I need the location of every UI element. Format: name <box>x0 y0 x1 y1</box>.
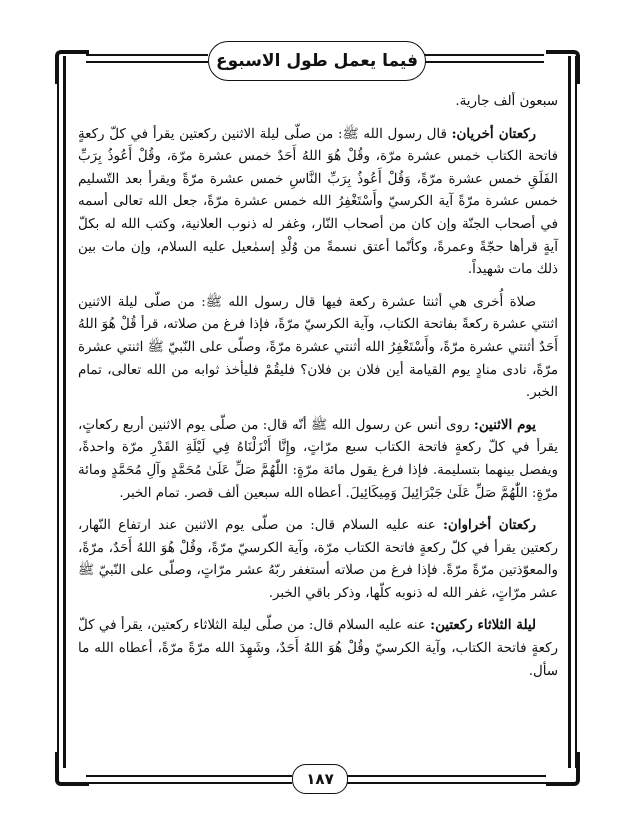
paragraph-heading: ركعتان أخريان: <box>451 125 536 142</box>
page-number-badge <box>292 764 348 794</box>
paragraph-text: عنه عليه السلام قال: من صلّى ليلة الثلاثاء ركعتين، يقرأ في كلّ ركعةٍ فاتحة الكتاب، وآية الكرسيّ وقُلْ هُوَ اللهُ أَحَدٌ، وشَهِدَ الله مرّةً مرّةً، أعطاه الله ما سأل. <box>78 618 558 679</box>
paragraph <box>78 90 558 114</box>
paragraph-text: عنه عليه السلام قال: من صلّى يوم الاثنين عند ارتفاع النّهار، ركعتين يقرأ في كلّ ركعةٍ فاتحة الكتاب مرّة، وآية الكرسيّ مرّةً، وقُلْ هُوَ اللهُ أَحَدٌ، مرّةً، والمعوّذتين مرّةً مرّةً. فإذا فرغ من صلاته أستغفر ربّهُ عشر مرّاتٍ، وصلّى على النّبيّ ﷺ عشر مرّاتٍ، غفر الله له ذنوبه كلّها، وذكر باقي الخبر. <box>78 518 558 601</box>
frame-top-rule-right <box>424 54 544 63</box>
paragraph-heading: يوم الاثنين: <box>473 416 536 433</box>
frame-bottom-rule-left <box>86 775 292 784</box>
paragraph-heading: ليلة الثلاثاء ركعتين: <box>430 617 536 634</box>
paragraph <box>78 123 558 282</box>
paragraph-text: صلاة أُخرى هي أثنتا عشرة ركعة فيها قال رسول الله ﷺ: من صلّى ليلة الاثنين اثنتي عشرة ركعةً بفاتحة الكتاب، وآية الكرسيّ مرّةً، فإذا فرغ من صلاته، قرأ قُلْ هُوَ اللهُ أَحَدٌ أثنتي عشرة مرّةً، وأَسْتَغْفِرُ الله أثنتي عشرة مرّةً، وصلّى على النّبيّ ﷺ اثنتي عشرة مرّةً، نادى منادٍ يوم القيامة أين فلان بن فلان؟ فليقُمْ فليأخذ ثوابه من الله تعالى، تمام الخبر. <box>78 294 558 401</box>
running-header <box>208 41 426 81</box>
paragraph <box>78 291 558 405</box>
page-body <box>78 90 558 692</box>
frame-bottom-rule-right <box>346 775 546 784</box>
paragraph-text: قال رسول الله ﷺ: من صلّى ليلة الاثنين ركعتين يقرأ في كلّ ركعةٍ فاتحة الكتاب خمس عشرة مرّة، وقُلْ هُوَ اللهُ أَحَدٌ خمس عشرة مرّة، وقُلْ أَعُوذُ بِرَبِّ الفَلَقِ خمس عشرة مرّةً، وَقُلْ أَعُوذُ بِرَبِّ النَّاسِ خمس عشرة مرّةً ويقرأ بعد التّسليم خمس عشرة مرّةً آية الكرسيّ وأَسْتَغْفِرُ الله خمس عشرة مرّةً، جعل الله تعالى أسمه في أصحاب الجنّة وإن كان من أصحاب النّار، وغفر له ذنوب العلانية، وكتب الله له بكلّ آيةٍ قرأها حجّةً وعمرةً، وكأنّما أعتق نسمةً من وُلْدِ إسمٰعيل عليه السلام، وإن مات بين ذلك مات شهيداً. <box>78 126 558 278</box>
frame-left-border <box>57 56 66 768</box>
paragraph <box>78 614 558 683</box>
frame-right-border <box>568 56 577 768</box>
paragraph-text: روى أنس عن رسول الله ﷺ أنّه قال: من صلّى يوم الاثنين أربع ركعاتٍ، يقرأ في كلّ ركعةٍ فاتحة الكتاب سبع مرّاتٍ، وإِنَّا أَنْزَلْنَاهُ فِي لَيْلَةِ القَدْرِ مرّة واحدةً، ويفصل بينهما بتسليمة. فإذا فرغ يقول مائة مرّةٍ: اللّٰهُمَّ صَلِّ عَلَىٰ مُحَمَّدٍ وآلِ مُحَمَّدٍ ومائة مرّةٍ: اللّٰهُمَّ صَلِّ عَلَىٰ جَبْرَائِيلَ وَمِيكَائِيلَ. أعطاه الله سبعين ألف قصر. تمام الخبر. <box>78 417 558 501</box>
frame-top-rule-left <box>86 54 208 63</box>
paragraph <box>78 514 558 605</box>
paragraph-text: سبعون ألف جارية. <box>455 94 558 109</box>
paragraph <box>78 414 558 505</box>
page-number: ١٨٧ <box>306 770 334 788</box>
paragraph-heading: ركعتان أخراوان: <box>442 517 536 534</box>
header-title: فيما يعمل طول الاسبوع <box>216 51 418 71</box>
